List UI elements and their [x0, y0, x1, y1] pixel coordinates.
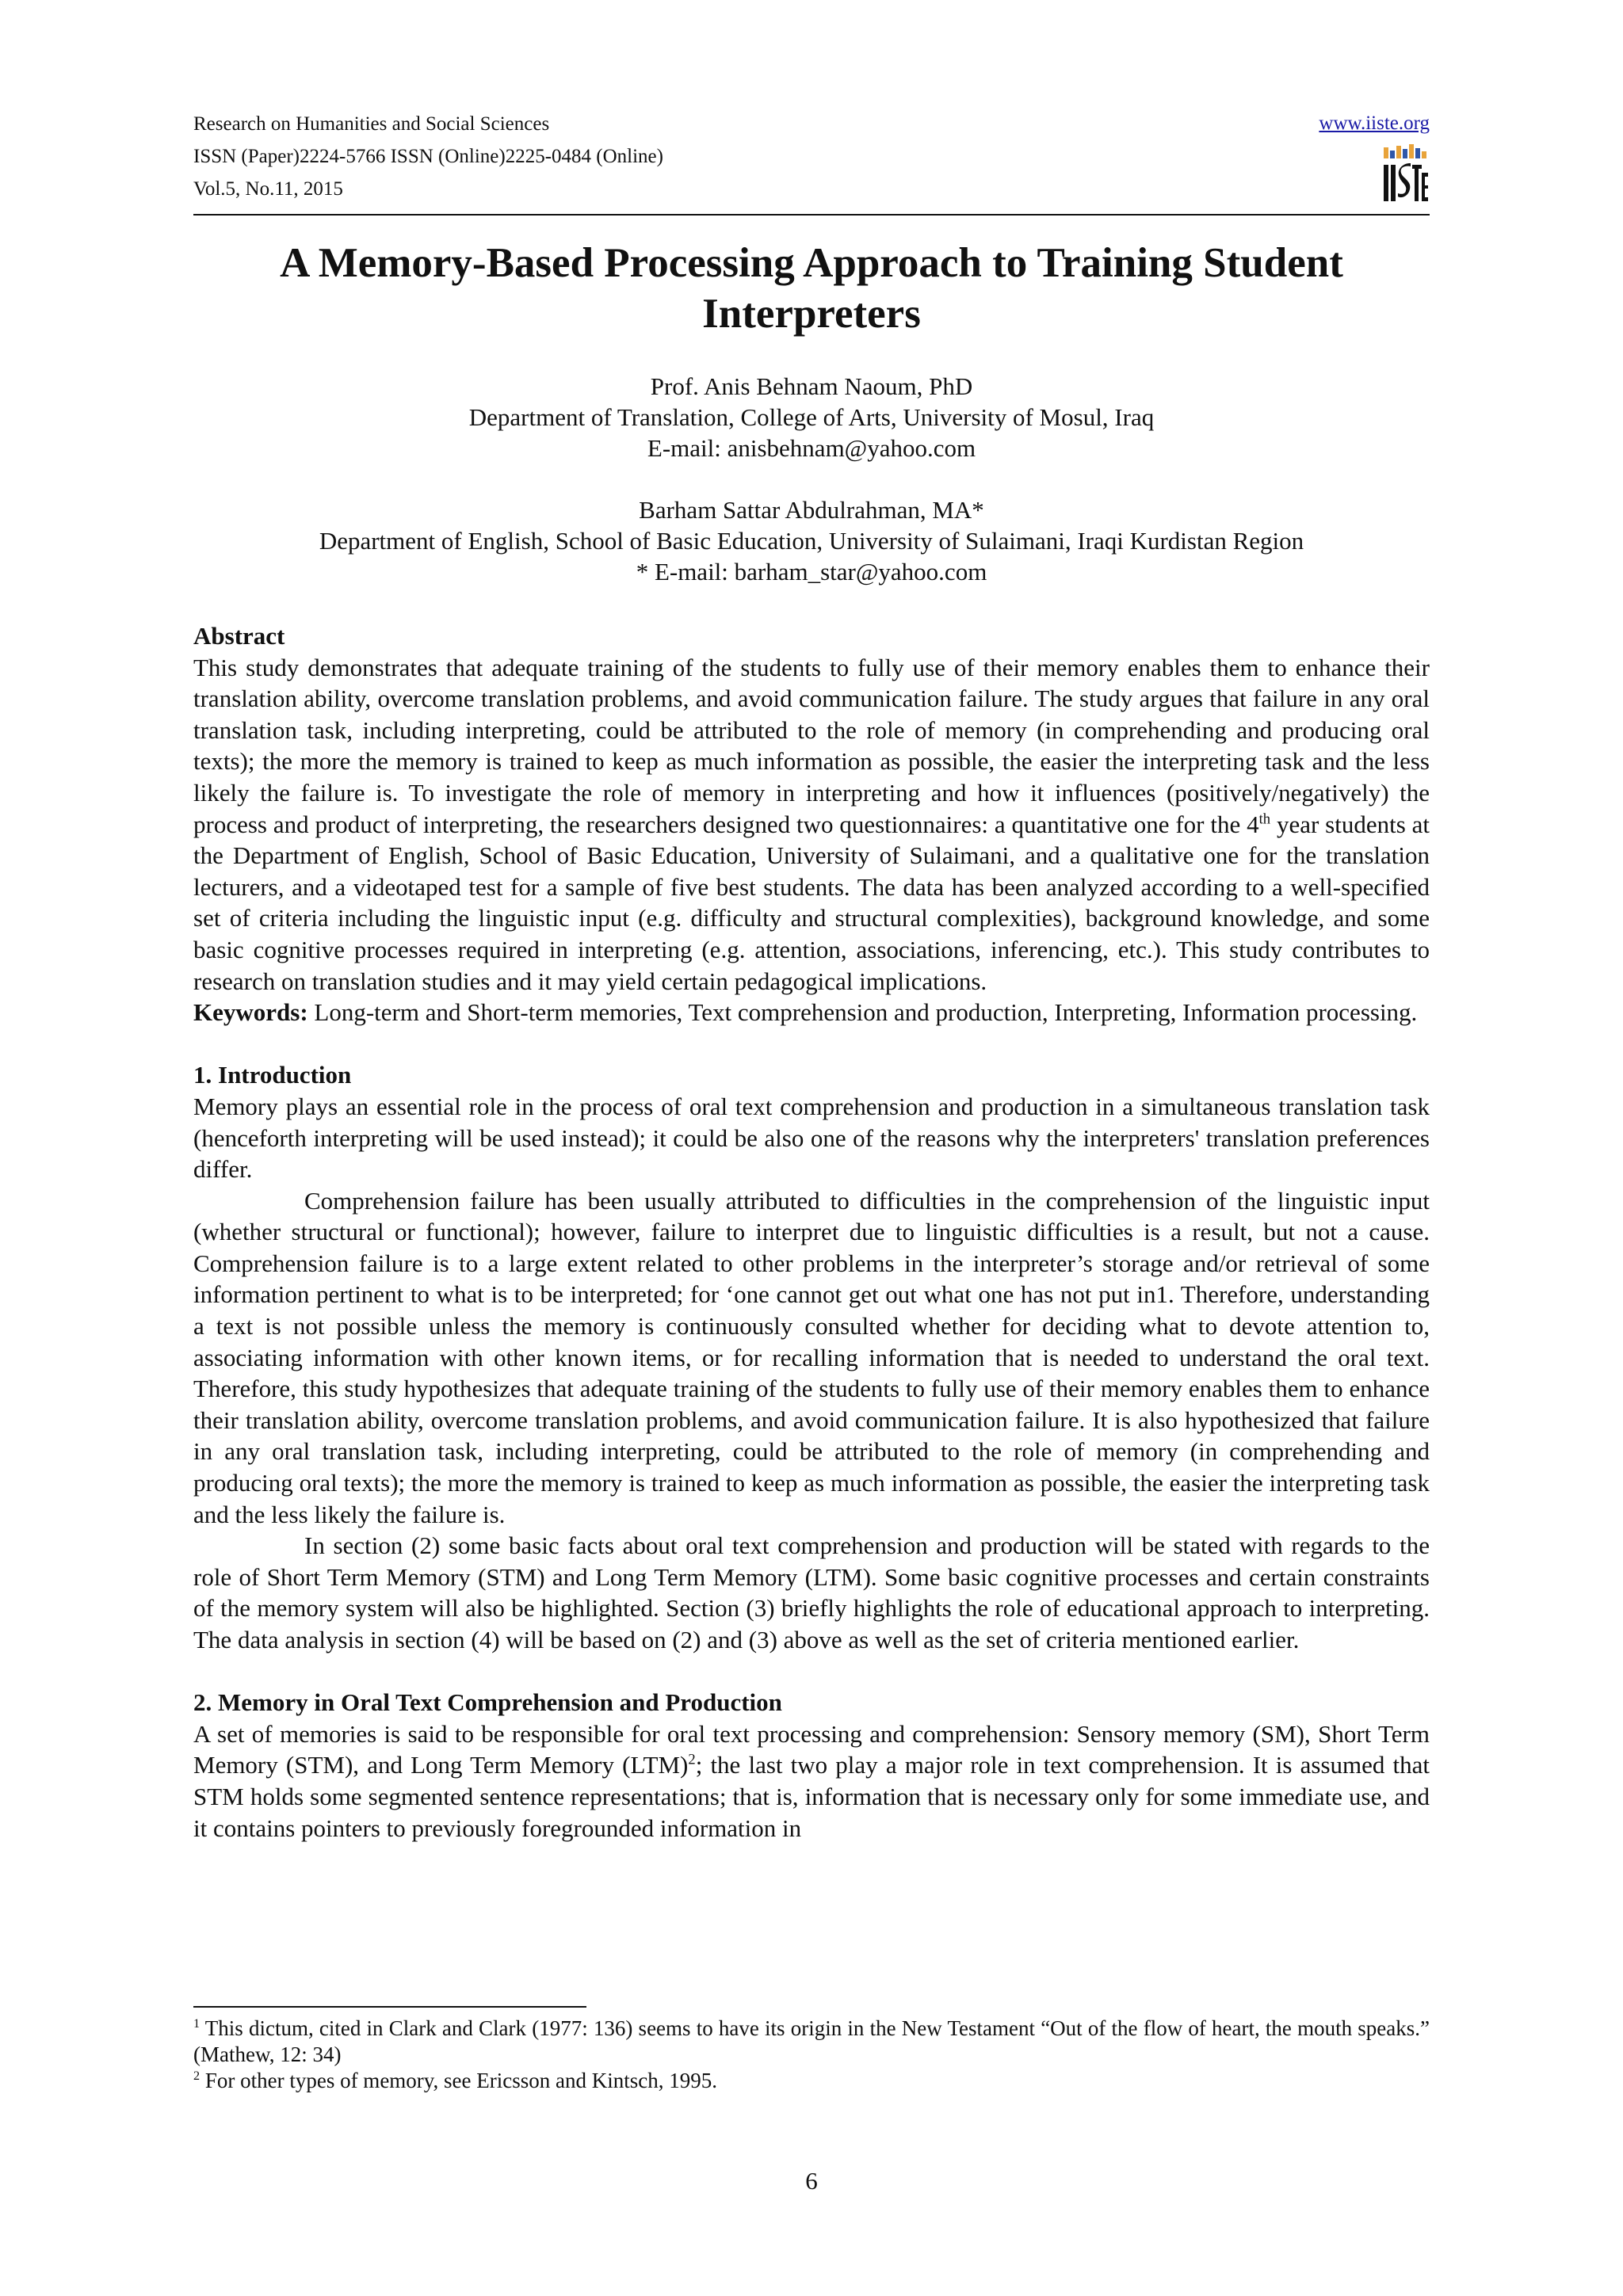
- abstract-text: This study demonstrates that adequate training of the students to fully use of their memory enables them to enhance their translation ability, overcome translation problems, and avoid communication failure. The study argues that failure in any oral translation task, including interpreting, could be attributed to the role of memory (in comprehending and producing oral texts); the more the memory is trained to keep as much information as possible, the easier the interpreting task and the less likely the failure is. To investigate the role of memory in interpreting and how it influences (positively/negatively) the process and product of interpreting, the researchers designed two questionnaires: a quantitative one for the 4th year students at the Department of English, School of Basic Education, University of Sulaimani, and a qualitative one for the translation lecturers, and a videotaped test for a sample of five best students. The data has been analyzed according to a well-specified set of criteria including the linguistic input (e.g. difficulty and structural complexities), background knowledge, and some basic cognitive processes required in interpreting (e.g. attention, associations, inferencing, etc.). This study contributes to research on translation studies and it may yield certain pedagogical implications.: [193, 653, 1430, 995]
- author2-name: Barham Sattar Abdulrahman, MA*: [639, 496, 984, 524]
- abstract-heading: Abstract: [193, 622, 285, 650]
- journal-name: Research on Humanities and Social Sciences: [193, 113, 550, 135]
- footnote-rule: [193, 2006, 586, 2008]
- iiste-logo-icon: [1379, 144, 1430, 208]
- section-2-heading: 2. Memory in Oral Text Comprehension and Production: [193, 1688, 782, 1717]
- author2-affiliation: Department of English, School of Basic Education, University of Sulaimani, Iraqi Kurdistan Region: [319, 527, 1304, 555]
- section-1-heading: 1. Introduction: [193, 1061, 352, 1089]
- author-block: [193, 371, 1430, 587]
- footnote-2: $^2$ For other types of memory, see Ericsson and Kintsch, 1995.: [193, 2069, 717, 2092]
- author1-name: Prof. Anis Behnam Naoum, PhD: [650, 372, 973, 400]
- keywords-text: Long-term and Short-term memories, Text comprehension and production, Interpreting, Information processing.: [307, 998, 1418, 1027]
- section-1-paragraph-1: Memory plays an essential role in the process of oral text comprehension and production in a simultaneous translation task (henceforth interpreting will be used instead); it could be also one of the reasons why the interpreters' translation preferences differ.: [193, 1092, 1430, 1184]
- keywords-label: Keywords:: [193, 998, 308, 1027]
- footnote-1: $^1$ This dictum, cited in Clark and Clark (1977: 136) seems to have its origin in the New Testament “Out of the flow of heart, the mouth speaks.” (Mathew, 12: 34): [193, 2016, 1430, 2066]
- author1-affiliation: Department of Translation, College of Arts, University of Mosul, Iraq: [468, 403, 1155, 431]
- paper-body: [193, 620, 1430, 1844]
- keywords: [193, 997, 1430, 1028]
- section-1-paragraph-3: In section (2) some basic facts about oral text comprehension and production will be stated with regards to the role of Short Term Memory (STM) and Long Term Memory (LTM). Some basic cognitive processes and certain constraints of the memory system will also be highlighted. Section (3) briefly highlights the role of educational approach to interpreting. The data analysis in section (4) will be based on (2) and (3) above as well as the set of criteria mentioned earlier.: [193, 1531, 1430, 1653]
- section-2-paragraph-1: A set of memories is said to be responsible for oral text processing and comprehension: Sensory memory (SM), Short Term Memory (STM), and Long Term Memory (LTM)$^2$; the last two play a major role in text comprehension. It is assumed that STM holds some segmented sentence representations; that is, information that is necessary only for some immediate use, and it contains pointers to previously foregrounded information in: [193, 1719, 1430, 1842]
- title-line-1: A Memory-Based Processing Approach to Training Student: [280, 240, 1343, 286]
- journal-url-link[interactable]: www.iiste.org: [1319, 113, 1430, 134]
- author1-email: E-mail: anisbehnam@yahoo.com: [647, 434, 976, 462]
- header-rule: [193, 214, 1430, 215]
- author2-email: * E-mail: barham_star@yahoo.com: [636, 558, 987, 585]
- footnotes: [193, 2016, 1430, 2094]
- section-1-paragraph-2: Comprehension failure has been usually attributed to difficulties in the comprehension of the linguistic input (whether structural or functional); however, failure to interpret due to linguistic difficulties is a result, but not a cause. Comprehension failure is to a large extent related to other problems in the interpreter’s storage and/or retrieval of some information pertinent to what is to be interpreted; for ‘one cannot get out what one has not put in1. Therefore, understanding a text is not possible unless the memory is continuously consulted whether for deciding what to devote attention to, associating information with other known items, or for recalling information that is needed to understand the oral text. Therefore, this study hypothesizes that adequate training of the students to fully use of their memory enables them to enhance their translation ability, overcome translation problems, and avoid communication failure. It is also hypothesized that failure in any oral translation task, including interpreting, could be attributed to the role of memory (in comprehending and producing oral texts); the more the memory is trained to keep as much information as possible, the easier the interpreting task and the less likely the failure is.: [193, 1186, 1430, 1528]
- title-line-2: Interpreters: [702, 291, 921, 337]
- paper-title: [193, 238, 1430, 339]
- journal-volume: Vol.5, No.11, 2015: [193, 178, 343, 200]
- page-number: 6: [805, 2167, 818, 2195]
- journal-header: [193, 113, 1430, 215]
- journal-issn: ISSN (Paper)2224-5766 ISSN (Online)2225-0484 (Online): [193, 146, 663, 167]
